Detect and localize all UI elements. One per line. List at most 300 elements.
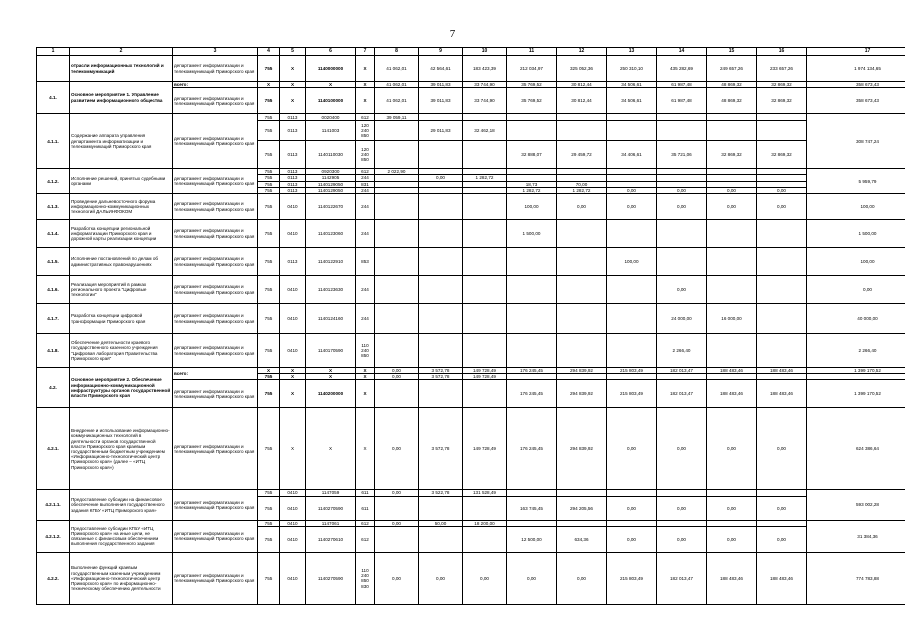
table-cell: 5 959,79 — [807, 169, 905, 194]
table-cell — [463, 380, 507, 408]
table-cell: 0113 — [280, 121, 306, 141]
table-cell: 18,73 — [507, 181, 557, 187]
table-row — [37, 552, 905, 604]
table-cell — [419, 114, 463, 121]
table-cell: Х — [280, 380, 306, 408]
table-cell — [557, 220, 607, 248]
table-cell: 35 769,52 — [507, 88, 557, 114]
table-cell: 1140200000 — [306, 380, 356, 408]
table-cell: 0,00 — [757, 526, 807, 552]
table-cell: 0,00 — [557, 552, 607, 604]
table-cell: 100,00 — [607, 248, 657, 276]
table-cell: 0,00 — [707, 408, 757, 490]
table-cell: 0,00 — [607, 496, 657, 520]
table-cell: 2 266,40 — [807, 334, 905, 368]
table-cell: 308 747,24 — [807, 114, 905, 169]
table-cell — [607, 304, 657, 334]
table-row — [37, 114, 905, 121]
table-cell: 0,00 — [607, 194, 657, 220]
table-cell: 853 — [356, 248, 375, 276]
table-cell: Х — [306, 374, 356, 380]
table-cell: 1140270590 — [306, 496, 356, 520]
table-cell: 755 — [258, 187, 280, 193]
table-cell — [419, 496, 463, 520]
table-cell: 40 000,00 — [807, 304, 905, 334]
table-cell: 4.1. — [37, 82, 70, 114]
table-cell: 233 657,26 — [757, 56, 807, 82]
table-cell: 176 245,45 — [507, 380, 557, 408]
table-cell: Х — [356, 374, 375, 380]
table-cell: 29 011,83 — [419, 121, 463, 141]
table-cell: 100,00 — [807, 194, 905, 220]
table-cell — [657, 121, 707, 141]
column-number-header: 13 — [607, 48, 657, 56]
table-cell — [419, 141, 463, 169]
table-cell — [375, 194, 419, 220]
table-cell: Х — [280, 368, 306, 374]
column-number-header: 5 — [280, 48, 306, 56]
table-cell: Х — [356, 380, 375, 408]
table-cell: 120 240 850 — [356, 121, 375, 141]
table-cell — [507, 114, 557, 121]
table-cell: 1140122910 — [306, 248, 356, 276]
table-cell — [463, 526, 507, 552]
table-cell: 110 240 850 — [356, 334, 375, 368]
table-cell: 39 011,83 — [419, 82, 463, 88]
table-cell: Исполнение решений, принятых судебными органами — [70, 169, 173, 194]
table-cell: 212 034,97 — [507, 56, 557, 82]
table-cell: 110 240 850 830 — [356, 552, 375, 604]
table-cell: 4.2.1. — [37, 408, 70, 490]
table-cell: департамент информатизации и телекоммуникаций Приморского края — [173, 334, 258, 368]
table-cell: 755 — [258, 380, 280, 408]
table-cell: 0,00 — [375, 552, 419, 604]
table-cell: департамент информатизации и телекоммуникаций Приморского края — [173, 114, 258, 169]
table-cell: 755 — [258, 181, 280, 187]
table-cell: 0410 — [280, 194, 306, 220]
table-cell: 100,00 — [507, 194, 557, 220]
table-cell — [507, 304, 557, 334]
table-row — [37, 408, 905, 490]
table-cell: 35 769,52 — [507, 82, 557, 88]
table-row — [37, 56, 905, 82]
table-cell: 755 — [258, 121, 280, 141]
table-cell: Х — [356, 408, 375, 490]
table-cell: 755 — [258, 374, 280, 380]
table-cell: 39 059,11 — [375, 114, 419, 121]
table-cell: 1 399 170,52 — [807, 368, 905, 374]
table-cell: 755 — [258, 141, 280, 169]
table-cell: 34 406,61 — [607, 141, 657, 169]
table-cell: 182 013,47 — [657, 368, 707, 374]
table-cell: 1147061 — [306, 520, 356, 526]
table-cell: 0,00 — [657, 408, 707, 490]
table-cell: 1147059 — [306, 490, 356, 496]
table-cell: 149 728,49 — [463, 408, 507, 490]
table-cell: 624 386,64 — [807, 408, 905, 490]
table-cell: Исполнение постановлений по делам об административных правонарушениях — [70, 248, 173, 276]
table-cell: 4.1.1. — [37, 114, 70, 169]
table-cell — [707, 114, 757, 121]
table-cell: 30 812,44 — [557, 88, 607, 114]
table-cell: департамент информатизации и телекоммуникаций Приморского края — [173, 304, 258, 334]
table-cell — [757, 121, 807, 141]
table-cell: 4.1.7. — [37, 304, 70, 334]
table-cell: 755 — [258, 490, 280, 496]
table-cell: Х — [356, 82, 375, 88]
table-cell: 34 506,61 — [607, 88, 657, 114]
column-number-header: 4 — [258, 48, 280, 56]
table-cell: 0410 — [280, 526, 306, 552]
table-cell — [375, 141, 419, 169]
table-cell: 188 483,46 — [707, 552, 757, 604]
table-cell: 0,00 — [757, 408, 807, 490]
table-cell: 0920300 — [306, 169, 356, 175]
table-cell: 41 062,01 — [375, 56, 419, 82]
column-number-header: 7 — [356, 48, 375, 56]
table-cell: 1140270610 — [306, 526, 356, 552]
table-cell: 182 013,47 — [657, 380, 707, 408]
table-cell: 755 — [258, 248, 280, 276]
table-cell: 0,00 — [375, 374, 419, 380]
table-cell — [757, 334, 807, 368]
table-cell: 755 — [258, 526, 280, 552]
table-cell: 61 987,48 — [657, 82, 707, 88]
table-cell — [507, 121, 557, 141]
table-cell — [707, 248, 757, 276]
table-cell: 34 506,61 — [607, 82, 657, 88]
table-cell: 1 282,72 — [507, 187, 557, 193]
table-cell: 244 — [356, 220, 375, 248]
table-cell: 41 062,01 — [375, 88, 419, 114]
table-cell: Х — [258, 368, 280, 374]
table-cell: 176 245,45 — [507, 368, 557, 374]
table-cell: 4.2.2. — [37, 552, 70, 604]
table-cell: 755 — [258, 334, 280, 368]
table-cell: 1 282,72 — [463, 175, 507, 181]
table-cell: 131 528,49 — [463, 490, 507, 496]
table-cell — [557, 121, 607, 141]
table-cell — [375, 121, 419, 141]
table-cell: 39 011,83 — [419, 88, 463, 114]
column-number-header: 2 — [70, 48, 173, 56]
table-cell — [463, 194, 507, 220]
table-cell: 182 013,47 — [657, 552, 707, 604]
table-cell: 611 — [356, 490, 375, 496]
column-number-header: 15 — [707, 48, 757, 56]
table-cell — [463, 141, 507, 169]
column-number-header: 8 — [375, 48, 419, 56]
table-cell: Предоставление субсидии на финансовое обеспечение выполнения государственного задания КГБУ «ИТЦ Приморского края» — [70, 490, 173, 520]
table-cell: 1140123060 — [306, 220, 356, 248]
table-cell: департамент информатизации и телекоммуникаций Приморского края — [173, 194, 258, 220]
table-cell: 41 062,01 — [375, 82, 419, 88]
table-cell — [707, 121, 757, 141]
table-cell: 0410 — [280, 552, 306, 604]
table-cell — [757, 276, 807, 304]
table-cell: Разработка концепции региональной информатизации Приморского края и дорожной карты реализации концепции — [70, 220, 173, 248]
table-cell: 0,00 — [657, 187, 707, 193]
table-cell: 149 728,49 — [463, 374, 507, 380]
table-cell — [463, 304, 507, 334]
table-cell: 4.1.4. — [37, 220, 70, 248]
table-cell: 1 974 134,65 — [807, 56, 905, 82]
table-cell: 70,00 — [557, 181, 607, 187]
table-cell — [419, 334, 463, 368]
column-number-header: 9 — [419, 48, 463, 56]
table-cell: 48 869,32 — [707, 88, 757, 114]
table-cell: 0,00 — [557, 194, 607, 220]
table-cell: 612 — [356, 526, 375, 552]
table-cell: департамент информатизации и телекоммуникаций Приморского края — [173, 520, 258, 552]
table-cell: 120 240 850 — [356, 141, 375, 169]
table-cell: 0410 — [280, 490, 306, 496]
table-cell: 183 423,39 — [463, 56, 507, 82]
table-row — [37, 304, 905, 334]
table-cell: департамент информатизации и телекоммуникаций Приморского края — [173, 552, 258, 604]
table-cell — [507, 276, 557, 304]
table-cell: 32 888,07 — [507, 141, 557, 169]
table-cell: 755 — [258, 552, 280, 604]
table-cell: 29 459,72 — [557, 141, 607, 169]
table-cell — [757, 114, 807, 121]
table-cell: 244 — [356, 187, 375, 193]
table-cell: 1140100000 — [306, 88, 356, 114]
table-cell: 35 721,06 — [657, 141, 707, 169]
table-cell — [375, 380, 419, 408]
table-cell: 358 673,43 — [807, 88, 905, 114]
table-cell: 0113 — [280, 187, 306, 193]
table-cell: 612 — [356, 520, 375, 526]
table-cell: 0,00 — [807, 276, 905, 304]
table-cell: 163 745,45 — [507, 496, 557, 520]
table-cell: 1142905 — [306, 175, 356, 181]
table-cell: департамент информатизации и телекоммуникаций Приморского края — [173, 56, 258, 82]
table-cell — [375, 248, 419, 276]
table-cell: 0410 — [280, 334, 306, 368]
table-cell: 188 483,46 — [707, 380, 757, 408]
table-cell: 32 869,32 — [757, 141, 807, 169]
column-number-header: 16 — [757, 48, 807, 56]
table-cell: 4.1.2. — [37, 169, 70, 194]
table-cell — [757, 220, 807, 248]
table-cell: департамент информатизации и телекоммуникаций Приморского края — [173, 490, 258, 520]
table-cell: 0,00 — [375, 490, 419, 496]
page-number: 7 — [449, 28, 456, 40]
table-cell: 634,36 — [557, 526, 607, 552]
table-cell: 755 — [258, 175, 280, 181]
table-cell — [607, 114, 657, 121]
table-cell: 0113 — [280, 181, 306, 187]
table-cell: 0,00 — [607, 408, 657, 490]
table-cell: 24 000,00 — [657, 304, 707, 334]
table-row — [37, 248, 905, 276]
table-cell — [419, 304, 463, 334]
column-number-header: 12 — [557, 48, 607, 56]
table-cell: 755 — [258, 88, 280, 114]
table-cell: Выполнение функций краевым государственным казенным учреждением «Информационно-технологический центр Приморского края» по информационно-техническому обеспечению деятельности — [70, 552, 173, 604]
table-cell: 1140122670 — [306, 194, 356, 220]
table-body — [37, 56, 905, 605]
table-cell: департамент информатизации и телекоммуникаций Приморского края — [173, 276, 258, 304]
table-cell — [707, 276, 757, 304]
table-cell: 0113 — [280, 248, 306, 276]
table-cell — [419, 276, 463, 304]
column-number-header: 10 — [463, 48, 507, 56]
table-cell: 244 — [356, 194, 375, 220]
table-cell: департамент информатизации и телекоммуникаций Приморского края — [173, 248, 258, 276]
table-cell: 188 483,46 — [757, 368, 807, 374]
table-cell: 32 869,32 — [757, 82, 807, 88]
table-cell: департамент информатизации и телекоммуникаций Приморского края — [173, 380, 258, 408]
table-cell: 294 839,92 — [557, 368, 607, 374]
table-cell: 0020400 — [306, 114, 356, 121]
table-cell — [419, 526, 463, 552]
table-cell — [707, 220, 757, 248]
table-cell: 774 783,88 — [807, 552, 905, 604]
table-cell: 215 803,49 — [607, 380, 657, 408]
table-cell — [557, 276, 607, 304]
table-cell: 0113 — [280, 175, 306, 181]
table-cell: 0410 — [280, 496, 306, 520]
table-cell — [463, 276, 507, 304]
table-cell — [375, 304, 419, 334]
table-cell: 0,00 — [375, 408, 419, 490]
table-cell: Х — [258, 82, 280, 88]
table-cell: 1 282,72 — [557, 187, 607, 193]
table-cell — [419, 380, 463, 408]
table-cell — [557, 304, 607, 334]
column-number-row — [37, 48, 905, 56]
table-cell: 1 500,00 — [507, 220, 557, 248]
table-cell: Внедрение и использование информационно-коммуникационных технологий в деятельности органов государственной власти Приморского края краевым государственным бюджетным учреждением «Информационно-технологический центр Приморского края» (далее – «ИТЦ Приморского края») — [70, 408, 173, 490]
table-cell: 0,00 — [419, 175, 463, 181]
table-cell: 188 483,46 — [707, 368, 757, 374]
table-cell: Х — [356, 56, 375, 82]
table-cell: 18 200,00 — [463, 520, 507, 526]
table-cell — [463, 496, 507, 520]
table-cell: департамент информатизации и телекоммуникаций Приморского края — [173, 220, 258, 248]
table-cell — [607, 220, 657, 248]
table-cell: 0,00 — [657, 526, 707, 552]
table-cell: 1 500,00 — [807, 220, 905, 248]
table-cell: 0113 — [280, 141, 306, 169]
table-cell — [375, 220, 419, 248]
column-number-header: 17 — [807, 48, 905, 56]
table-cell: 4.1.6. — [37, 276, 70, 304]
table-cell — [463, 334, 507, 368]
table-cell: 188 483,46 — [757, 552, 807, 604]
table-cell — [463, 220, 507, 248]
table-cell: Х — [280, 88, 306, 114]
table-cell: 1140170590 — [306, 334, 356, 368]
table-cell: 0,00 — [463, 552, 507, 604]
table-cell — [375, 276, 419, 304]
table-cell: Х — [356, 368, 375, 374]
table-cell: Х — [306, 368, 356, 374]
table-cell: 2 022,90 — [375, 169, 419, 175]
table-cell: 1140124160 — [306, 304, 356, 334]
table-cell: 0,00 — [657, 496, 707, 520]
table-cell: 755 — [258, 408, 280, 490]
column-number-header: 3 — [173, 48, 258, 56]
table-cell: 4.1.3. — [37, 194, 70, 220]
table-cell: 176 245,45 — [507, 408, 557, 490]
table-cell: 0,00 — [707, 194, 757, 220]
table-cell: Х — [280, 56, 306, 82]
table-cell: 0113 — [280, 169, 306, 175]
table-cell: 0,00 — [375, 520, 419, 526]
table-cell: Основное мероприятие 1. Управление развитием информационного общества — [70, 82, 173, 114]
table-cell — [463, 248, 507, 276]
table-cell: 0,00 — [657, 276, 707, 304]
table-cell: 4.2.1.1. — [37, 490, 70, 520]
table-cell: 593 002,28 — [807, 490, 905, 520]
table-cell: 612 — [356, 114, 375, 121]
table-cell: 12 500,00 — [507, 526, 557, 552]
table-cell — [657, 220, 707, 248]
table-cell: 294 839,92 — [557, 408, 607, 490]
table-cell: 358 673,43 — [807, 82, 905, 88]
table-cell: 0,00 — [757, 187, 807, 193]
table-cell: 0,00 — [707, 187, 757, 193]
table-cell: 435 282,69 — [657, 56, 707, 82]
table-cell: 32 869,32 — [707, 141, 757, 169]
table-cell: 831 — [356, 181, 375, 187]
table-cell — [557, 334, 607, 368]
table-cell: департамент информатизации и телекоммуникаций Приморского края — [173, 88, 258, 114]
table-cell: 4.2. — [37, 368, 70, 408]
table-cell: 755 — [258, 304, 280, 334]
table-cell: Х — [280, 82, 306, 88]
table-cell: 50,00 — [419, 520, 463, 526]
table-cell: 32 462,18 — [463, 121, 507, 141]
table-cell: 244 — [356, 175, 375, 181]
table-cell: Предоставление субсидии КГБУ «ИТЦ Приморского края» на иные цели, не связанные с финансовым обеспечением выполнения государственного задания — [70, 520, 173, 552]
table-cell: 3 572,78 — [419, 374, 463, 380]
table-cell: Х — [306, 408, 356, 490]
table-cell: 1140270590 — [306, 552, 356, 604]
table-cell — [419, 248, 463, 276]
table-cell: 3 522,78 — [419, 490, 463, 496]
table-cell: 61 987,48 — [657, 88, 707, 114]
table-cell: Х — [280, 408, 306, 490]
table-cell: 0,00 — [707, 526, 757, 552]
table-cell: 755 — [258, 114, 280, 121]
table-cell: 755 — [258, 169, 280, 175]
table-cell: всего: — [173, 82, 258, 88]
column-number-header: 6 — [306, 48, 356, 56]
table-cell: 755 — [258, 220, 280, 248]
table-cell: 31 384,36 — [807, 520, 905, 552]
table-cell: 32 869,32 — [757, 88, 807, 114]
table-cell: 1140129050 — [306, 187, 356, 193]
table-cell: 149 728,49 — [463, 368, 507, 374]
table-row — [37, 334, 905, 368]
table-cell: Разработка концепции цифровой трансформации Приморского края — [70, 304, 173, 334]
table-cell: 0,00 — [707, 496, 757, 520]
table-cell: 1140123630 — [306, 276, 356, 304]
table-cell: 755 — [258, 194, 280, 220]
table-cell: 1 399 170,52 — [807, 380, 905, 408]
table-cell: 0,00 — [757, 496, 807, 520]
table-cell: 0,00 — [507, 552, 557, 604]
table-row — [37, 276, 905, 304]
table-cell: 16 000,00 — [707, 304, 757, 334]
table-cell: 244 — [356, 304, 375, 334]
column-number-header: 14 — [657, 48, 707, 56]
table-row — [37, 194, 905, 220]
